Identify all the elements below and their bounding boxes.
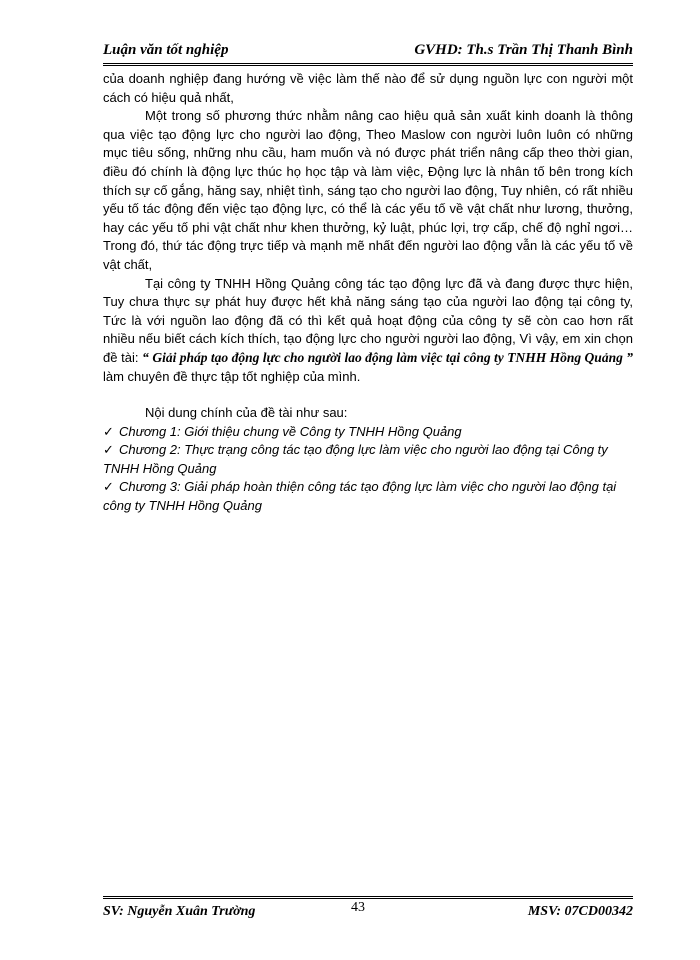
page-footer (103, 897, 633, 927)
paragraph-3 (103, 275, 633, 387)
paragraph-2: Một trong số phương thức nhằm nâng cao hiệu quả sản xuất kinh doanh là thông qua việc tạo động lực cho người lao động, Theo Maslow con người luôn luôn có những mục tiêu sống, những nhu cầu, ham muốn và nó được phát triển nâng cấp theo thời gian, điều đó chính là động lực thúc họ học tập và làm việc, Động lực là nhân tố bên trong kích thích sự cố gắng, hăng say, nhiệt tình, sáng tạo cho người lao động, Tuy nhiên, có rất nhiều yếu tố tác động đến việc tạo động lực, có thể là các yếu tố về vật chất như lương, thưởng, hay các yếu tố phi vật chất như khen thưởng, kỷ luật, phúc lợi, trợ cấp, chế độ nghỉ ngơi… Trong đó, thứ tác động trực tiếp và mạnh mẽ nhất đến người lao động vẫn là các yếu tố về vật chất, (103, 108, 633, 272)
content-intro: Nội dung chính của đề tài như sau: (145, 405, 348, 421)
paragraph-3-text: Tại công ty TNHH Hồng Quảng công tác tạo động lực đã và đang được thực hiện, Tuy chưa thực sự phát huy được hết khả năng sáng tạo của người lao động tại công ty, Tức là với nguồn lao động đã có thì kết quả hoạt động của công ty sẽ còn cao hơn rất nhiều nếu biết cách kích thích, tạo động lực cho người người lao động, Vì vậy, em xin chọn đề tài: (103, 275, 633, 365)
checkmark-icon: ✓ (103, 423, 114, 439)
chapter-item (103, 441, 633, 478)
chapter-1-text: Chương 1: Giới thiệu chung về Công ty TNHH Hồng Quảng (119, 423, 462, 439)
checkmark-icon: ✓ (103, 442, 114, 458)
footer-student-id: MSV: 07CD00342 (527, 904, 633, 919)
paragraph-3-end: làm chuyên đề thực tập tốt nghiệp của mình. (103, 368, 361, 384)
chapter-item (103, 423, 633, 442)
chapter-list (103, 423, 633, 516)
checkmark-icon: ✓ (103, 479, 114, 495)
paragraph-1: của doanh nghiệp đang hướng về việc làm thế nào để sử dụng nguồn lực con người một cách có hiệu quả nhất, (103, 71, 633, 105)
header-rule (103, 63, 633, 66)
page-header (103, 35, 633, 65)
chapter-3-text: Chương 3: Giải pháp hoàn thiện công tác tạo động lực làm việc cho người lao động tại công ty TNHH Hồng Quảng (103, 479, 617, 514)
footer-student: SV: Nguyễn Xuân Trường (103, 904, 256, 919)
page-number: 43 (351, 900, 365, 915)
header-advisor: GVHD: Th.s Trần Thị Thanh Bình (414, 42, 633, 58)
document-body (103, 70, 633, 516)
thesis-title: “ Giải pháp tạo động lực cho người lao động làm việc tại công ty TNHH Hồng Quảng ” (142, 349, 633, 365)
chapter-item (103, 478, 633, 515)
chapter-2-text: Chương 2: Thực trạng công tác tạo động lực làm việc cho người lao động tại Công ty TNHH Hồng Quảng (103, 442, 608, 476)
header-thesis-label: Luận văn tốt nghiệp (103, 42, 229, 58)
